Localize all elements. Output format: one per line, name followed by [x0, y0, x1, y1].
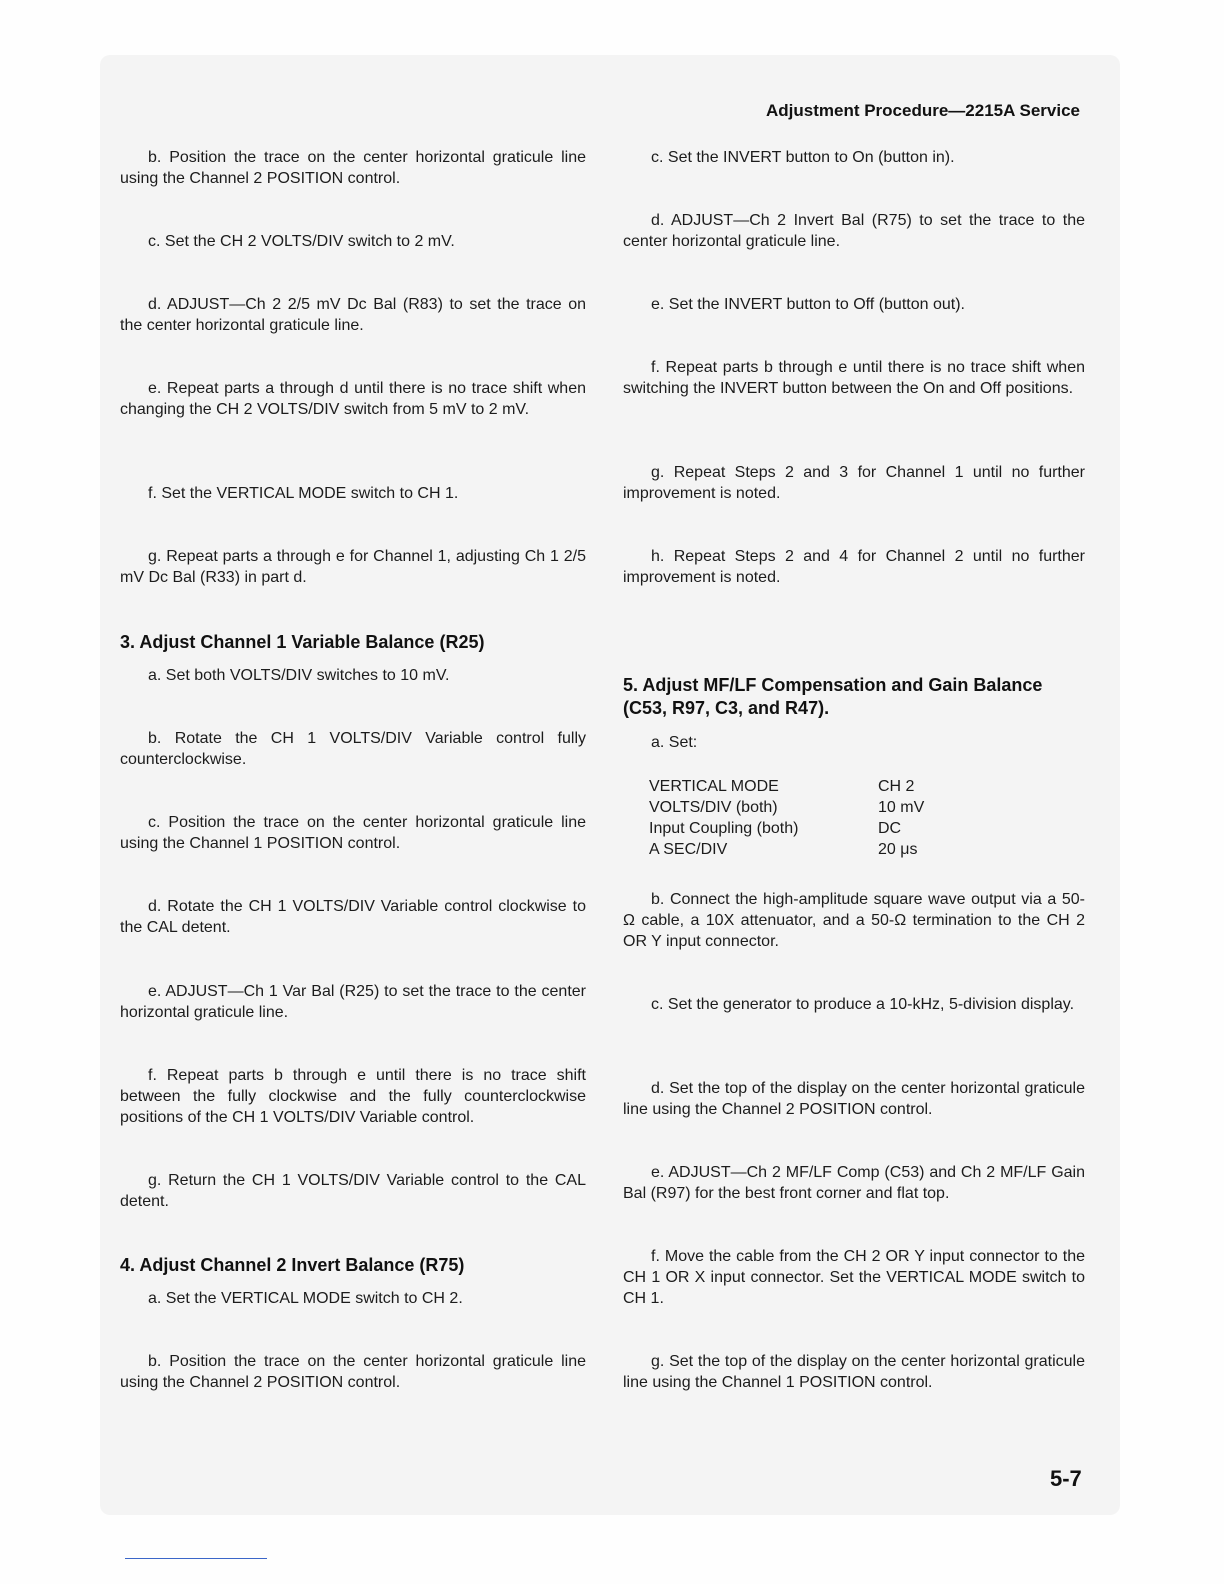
- setting-label: VERTICAL MODE: [649, 778, 779, 795]
- step-5a-text: a. Set:: [651, 734, 698, 751]
- setting-value: 20 μs: [878, 841, 918, 858]
- page-number: 5-7: [1050, 1466, 1082, 1491]
- step-4d-text: d. ADJUST—Ch 2 Invert Bal (R75) to set the trace to the center horizontal graticule line.: [623, 212, 1085, 250]
- footer-rule: [125, 1558, 267, 1559]
- setting-label: VOLTS/DIV (both): [649, 799, 778, 816]
- section-3-heading: 3. Adjust Channel 1 Variable Balance (R25): [120, 632, 485, 652]
- step-4a-text: a. Set the VERTICAL MODE switch to CH 2.: [148, 1290, 463, 1307]
- step-2d-text: d. ADJUST—Ch 2 2/5 mV Dc Bal (R83) to set the trace on the center horizontal graticule line.: [120, 296, 586, 334]
- step-3a-text: a. Set both VOLTS/DIV switches to 10 mV.: [148, 667, 450, 684]
- step-4f-text: f. Repeat parts b through e until there is no trace shift when switching the INVERT button between the On and Off positions.: [623, 359, 1085, 397]
- step-2c-text: c. Set the CH 2 VOLTS/DIV switch to 2 mV.: [148, 233, 455, 250]
- step-2e-text: e. Repeat parts a through d until there is no trace shift when changing the CH 2 VOLTS/DIV switch from 5 mV to 2 mV.: [120, 380, 586, 418]
- settings-row: [649, 776, 1069, 797]
- step-5e-text: e. ADJUST—Ch 2 MF/LF Comp (C53) and Ch 2 MF/LF Gain Bal (R97) for the best front corner and flat top.: [623, 1164, 1085, 1202]
- step-2f-text: f. Set the VERTICAL MODE switch to CH 1.: [148, 485, 459, 502]
- settings-row: [649, 839, 1069, 860]
- step-4g-text: g. Repeat Steps 2 and 3 for Channel 1 until no further improvement is noted.: [623, 464, 1085, 502]
- step-4c-text: c. Set the INVERT button to On (button in).: [651, 149, 955, 166]
- setting-value: CH 2: [878, 778, 915, 795]
- step-3d-text: d. Rotate the CH 1 VOLTS/DIV Variable control clockwise to the CAL detent.: [120, 898, 586, 936]
- step-5d-text: d. Set the top of the display on the center horizontal graticule line using the Channel 2 POSITION control.: [623, 1080, 1085, 1118]
- step-3e-text: e. ADJUST—Ch 1 Var Bal (R25) to set the trace to the center horizontal graticule line.: [120, 983, 586, 1021]
- step-5b-text: b. Connect the high-amplitude square wave output via a 50-Ω cable, a 10X attenuator, and a 50-Ω termination to the CH 2 OR Y input connector.: [623, 891, 1085, 950]
- setting-label: A SEC/DIV: [649, 841, 728, 858]
- step-3f-text: f. Repeat parts b through e until there is no trace shift between the fully clockwise and the fully counterclockwise positions of the CH 1 VOLTS/DIV Variable control.: [120, 1067, 586, 1126]
- step-3c-text: c. Position the trace on the center horizontal graticule line using the Channel 1 POSITION control.: [120, 814, 586, 852]
- running-header: Adjustment Procedure—2215A Service: [766, 101, 1080, 120]
- section-5-heading: 5. Adjust MF/LF Compensation and Gain Balance (C53, R97, C3, and R47).: [623, 675, 1043, 718]
- setting-value: DC: [878, 820, 902, 837]
- setting-label: Input Coupling (both): [649, 820, 799, 837]
- section-4-heading: 4. Adjust Channel 2 Invert Balance (R75): [120, 1255, 465, 1275]
- step-3g-text: g. Return the CH 1 VOLTS/DIV Variable control to the CAL detent.: [120, 1172, 586, 1210]
- step-5c-text: c. Set the generator to produce a 10-kHz, 5-division display.: [651, 996, 1075, 1013]
- step-4h-text: h. Repeat Steps 2 and 4 for Channel 2 until no further improvement is noted.: [623, 548, 1085, 586]
- step-4b-text: b. Position the trace on the center horizontal graticule line using the Channel 2 POSITION control.: [120, 1353, 586, 1391]
- step-2b-text: b. Position the trace on the center horizontal graticule line using the Channel 2 POSITION control.: [120, 149, 586, 187]
- step-5f-text: f. Move the cable from the CH 2 OR Y input connector to the CH 1 OR X input connector. Set the VERTICAL MODE switch to CH 1.: [623, 1248, 1085, 1307]
- settings-row: [649, 797, 1069, 818]
- step-4e-text: e. Set the INVERT button to Off (button out).: [651, 296, 965, 313]
- step-5g-text: g. Set the top of the display on the center horizontal graticule line using the Channel 1 POSITION control.: [623, 1353, 1085, 1391]
- settings-row: [649, 818, 1069, 839]
- step-2g-text: g. Repeat parts a through e for Channel 1, adjusting Ch 1 2/5 mV Dc Bal (R33) in part d.: [120, 548, 586, 586]
- step-3b-text: b. Rotate the CH 1 VOLTS/DIV Variable control fully counterclockwise.: [120, 730, 586, 768]
- settings-table: [649, 776, 1069, 860]
- setting-value: 10 mV: [878, 799, 925, 816]
